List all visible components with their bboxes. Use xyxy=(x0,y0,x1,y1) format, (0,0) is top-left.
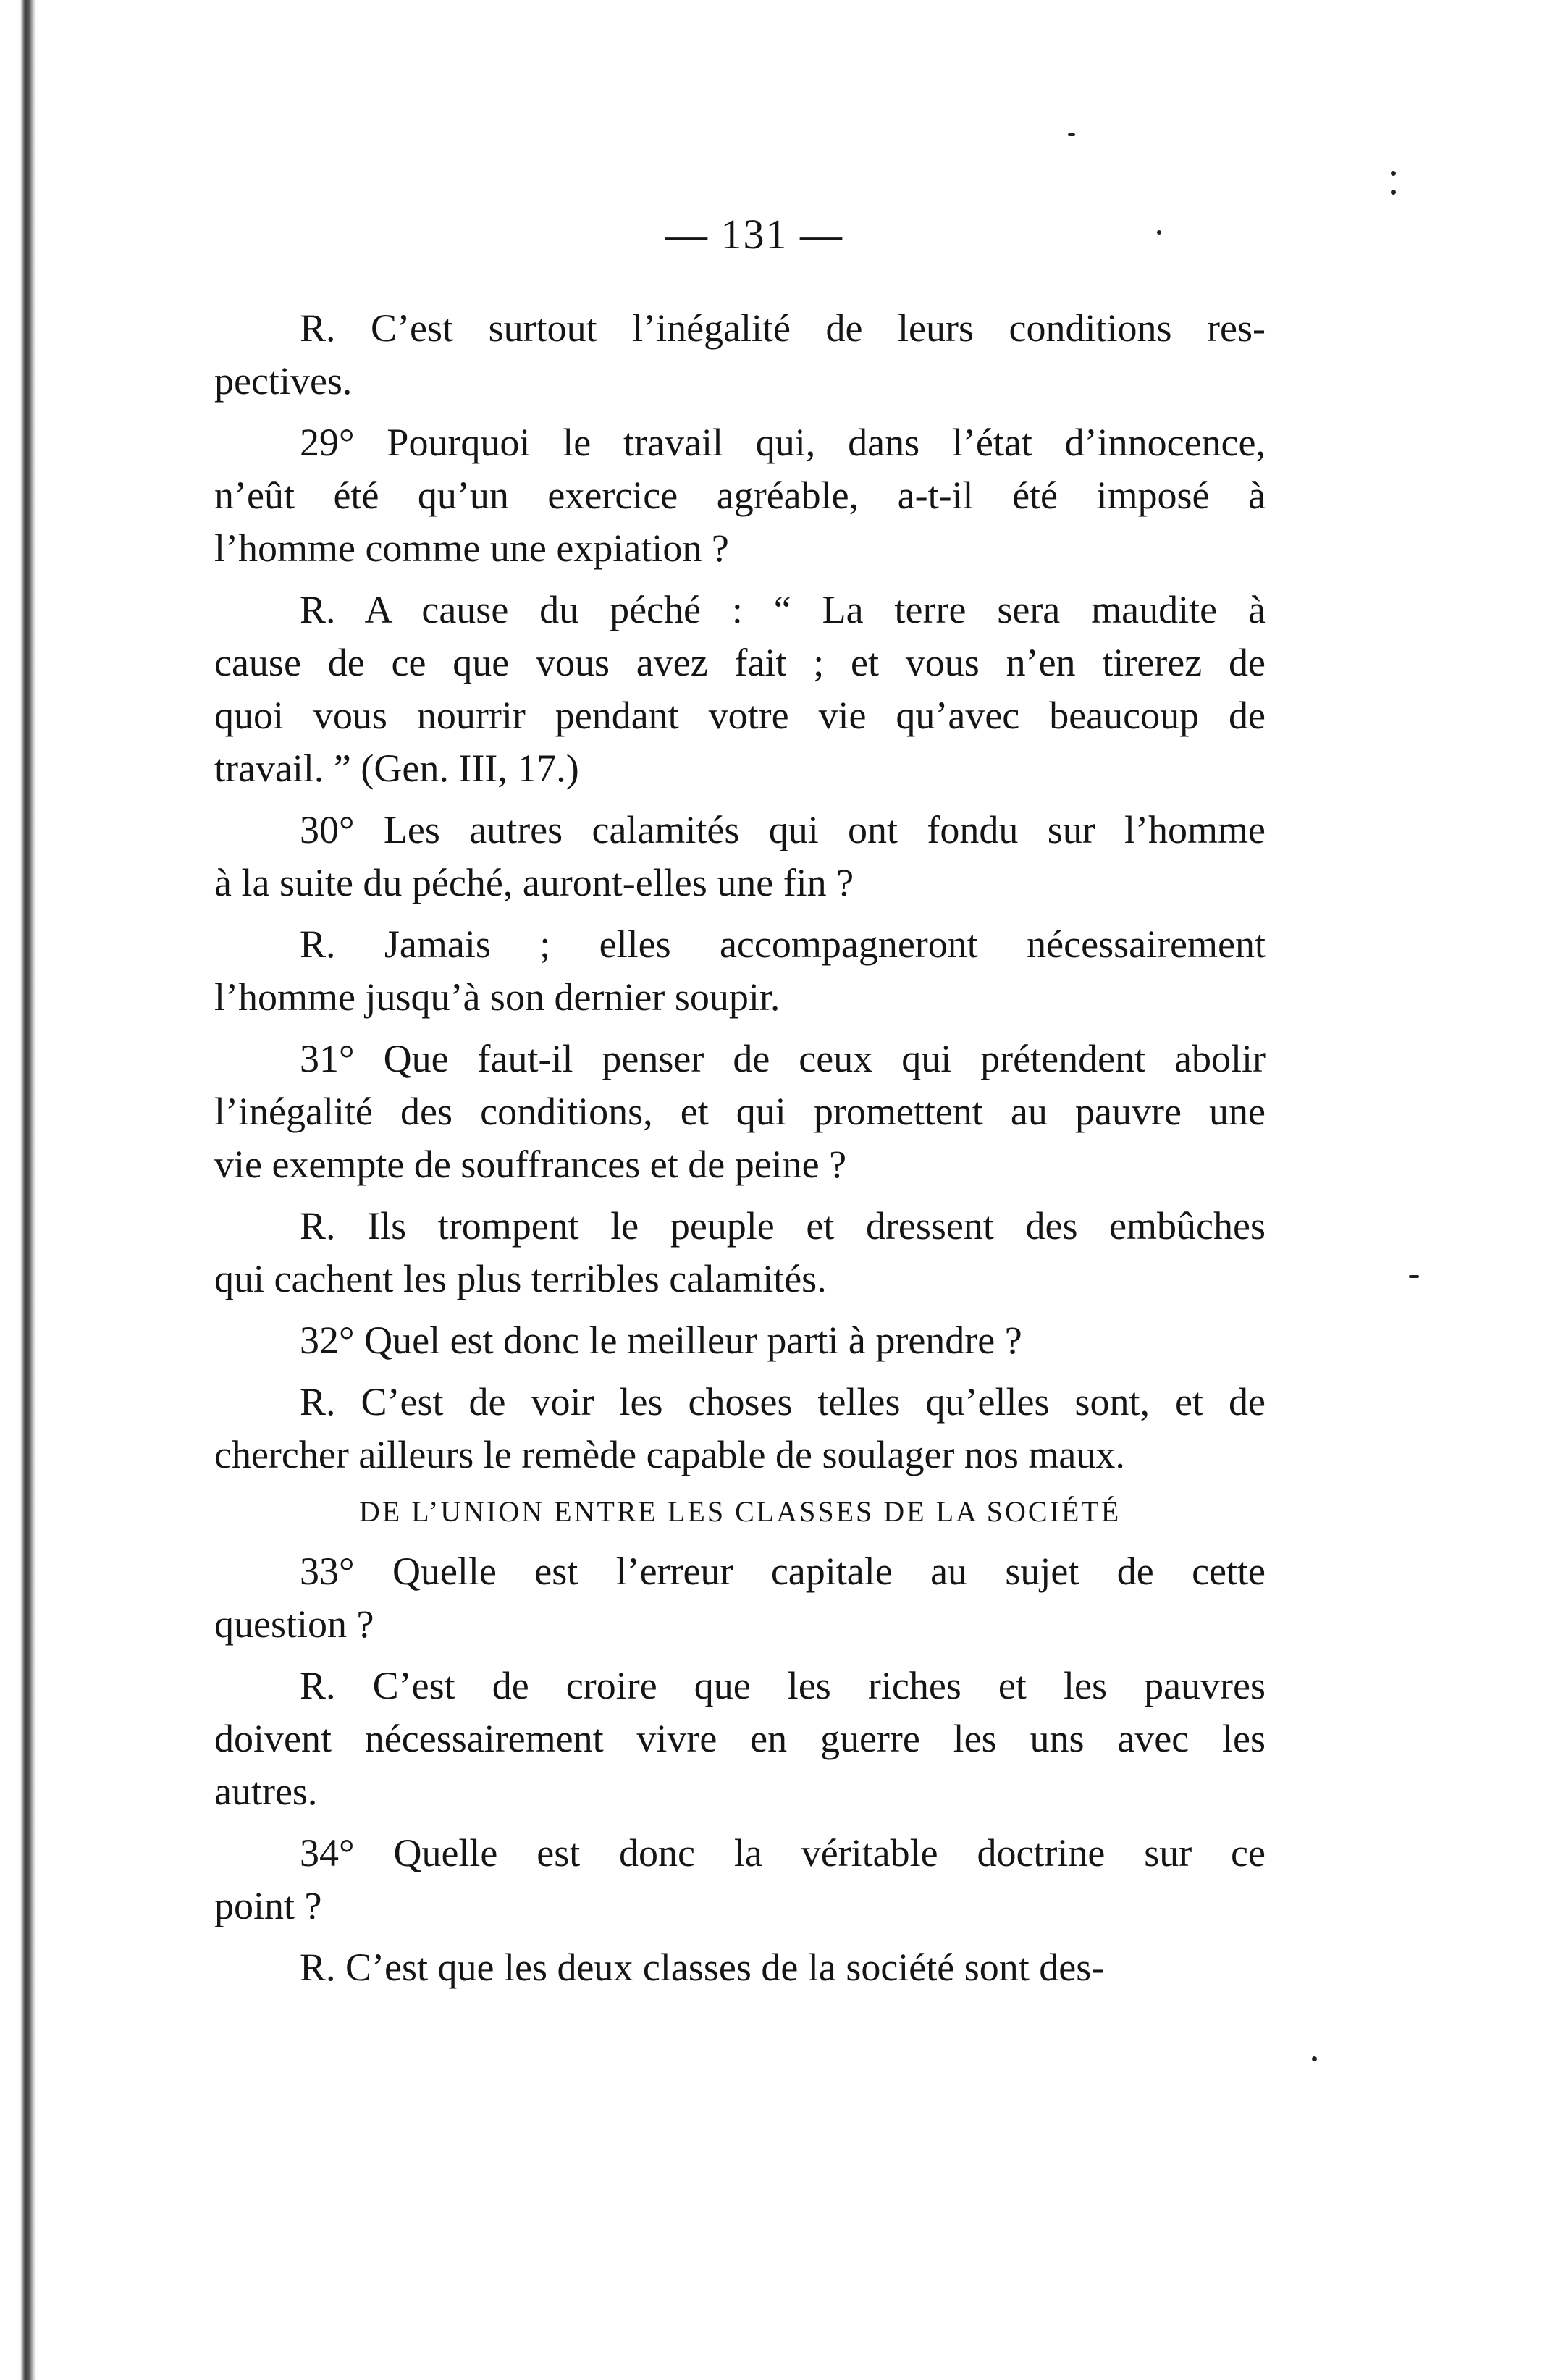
text-line: autres. xyxy=(214,1770,318,1813)
text-line: R. Ils trompent le peuple et dressent des embûches xyxy=(300,1204,1266,1248)
text-line: R. C’est de croire que les riches et les pauvres xyxy=(300,1664,1266,1707)
paragraph xyxy=(214,584,1266,795)
text-block-after-heading xyxy=(214,1545,1266,1994)
print-speck xyxy=(1157,230,1161,235)
paragraph xyxy=(214,1033,1266,1191)
paragraph xyxy=(214,416,1266,575)
text-line: qui cachent les plus terribles calamités. xyxy=(214,1257,827,1300)
print-speck xyxy=(1312,2056,1317,2061)
text-line: vie exempte de souffrances et de peine ? xyxy=(214,1143,847,1186)
text-line: l’inégalité des conditions, et qui promettent au pauvre une xyxy=(214,1090,1266,1133)
paragraph xyxy=(214,1941,1266,1994)
text-line: l’homme jusqu’à son dernier soupir. xyxy=(214,975,780,1019)
book-page xyxy=(214,210,1266,1994)
paragraph xyxy=(214,918,1266,1024)
paragraph xyxy=(214,1827,1266,1933)
text-line: 32° Quel est donc le meilleur parti à prendre ? xyxy=(300,1319,1022,1362)
book-binding-edge xyxy=(20,0,36,2380)
print-speck xyxy=(1409,1275,1419,1278)
text-line: 29° Pourquoi le travail qui, dans l’état d’innocence, xyxy=(300,421,1266,464)
paragraph xyxy=(214,1376,1266,1481)
paragraph xyxy=(214,1660,1266,1818)
text-line: chercher ailleurs le remède capable de soulager nos maux. xyxy=(214,1433,1125,1476)
text-line: à la suite du péché, auront-elles une fin ? xyxy=(214,861,854,904)
text-line: 30° Les autres calamités qui ont fondu sur l’homme xyxy=(300,808,1266,851)
text-line: 34° Quelle est donc la véritable doctrine sur ce xyxy=(300,1831,1266,1875)
text-line: R. C’est que les deux classes de la société sont des- xyxy=(300,1946,1105,1989)
print-speck xyxy=(1391,171,1396,176)
section-heading: DE L’UNION ENTRE LES CLASSES DE LA SOCIÉTÉ xyxy=(358,1495,1121,1528)
paragraph xyxy=(214,1545,1266,1651)
text-line: R. Jamais ; elles accompagneront nécessairement xyxy=(300,922,1266,966)
text-line: travail. ” (Gen. III, 17.) xyxy=(214,747,579,790)
text-line: question ? xyxy=(214,1602,374,1646)
paragraph xyxy=(214,1200,1266,1305)
text-line: n’eût été qu’un exercice agréable, a-t-il été imposé à xyxy=(214,474,1266,517)
text-line: doivent nécessairement vivre en guerre les uns avec les xyxy=(214,1717,1266,1760)
paragraph xyxy=(214,302,1266,408)
text-line: pectives. xyxy=(214,359,353,403)
text-line: R. A cause du péché : “ La terre sera maudite à xyxy=(300,588,1266,631)
text-line: R. C’est surtout l’inégalité de leurs conditions res- xyxy=(300,306,1266,350)
paragraph xyxy=(214,804,1266,909)
text-line: cause de ce que vous avez fait ; et vous n’en tirerez de xyxy=(214,641,1266,684)
text-block-before-heading xyxy=(214,302,1266,1481)
text-line: 33° Quelle est l’erreur capitale au sujet de cette xyxy=(300,1549,1266,1593)
text-line: 31° Que faut-il penser de ceux qui prétendent abolir xyxy=(300,1037,1266,1080)
print-speck xyxy=(1391,190,1396,195)
text-line: R. C’est de voir les choses telles qu’elles sont, et de xyxy=(300,1380,1266,1424)
print-speck xyxy=(1068,133,1075,136)
page-number: — 131 — xyxy=(665,211,843,258)
text-line: l’homme comme une expiation ? xyxy=(214,526,729,570)
text-line: quoi vous nourrir pendant votre vie qu’avec beaucoup de xyxy=(214,694,1266,737)
paragraph xyxy=(214,1314,1266,1367)
text-line: point ? xyxy=(214,1884,322,1927)
